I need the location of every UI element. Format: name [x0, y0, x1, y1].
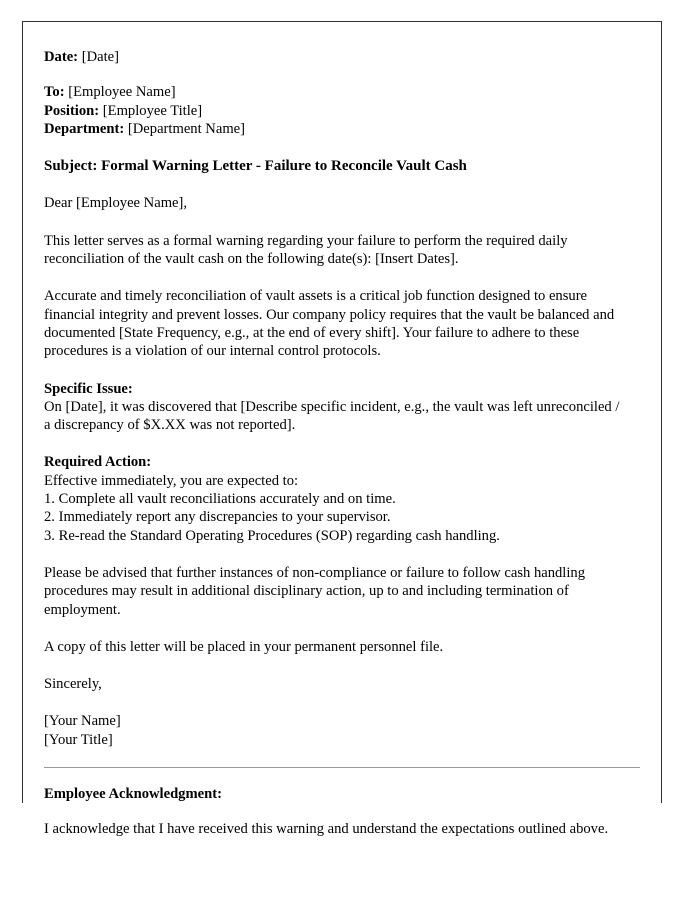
sender-name: [Your Name]	[44, 713, 121, 730]
to-value: [Employee Name]	[68, 84, 176, 101]
department-value: [Department Name]	[127, 120, 246, 137]
acknowledgment-heading: Employee Acknowledgment:	[44, 786, 222, 803]
spacer	[44, 803, 646, 820]
closing-paragraph-4: A copy of this letter will be placed in your permanent personnel file.	[44, 638, 444, 655]
specific-issue-text: On [Date], it was discovered that [Describe specific incident, e.g., the vault was left unreconciled / a discrepancy of $X.XX was not reported].	[44, 398, 620, 434]
letter-content	[23, 22, 661, 839]
spacer	[44, 138, 646, 157]
to-line	[44, 83, 646, 101]
position-line	[44, 102, 646, 120]
department-line	[44, 120, 646, 138]
spacer	[44, 434, 646, 453]
spacer	[44, 213, 646, 232]
spacer	[44, 693, 646, 712]
closing-paragraph-3: Please be advised that further instances of non-compliance or failure to follow cash handling procedures may result in additional disciplinary action, up to and including termination of employment.	[44, 564, 586, 618]
spacer	[44, 619, 646, 638]
acknowledgment-text: I acknowledge that I have received this warning and understand the expectations outlined above.	[44, 821, 609, 838]
subject-line: Subject: Formal Warning Letter - Failure to Reconcile Vault Cash	[44, 158, 467, 175]
date-line	[44, 48, 646, 66]
required-action-intro: Effective immediately, you are expected to:	[44, 472, 299, 489]
sign-off: Sincerely,	[44, 676, 102, 693]
to-label: To:	[44, 84, 65, 101]
letter-page	[22, 21, 662, 838]
date-label: Date:	[44, 49, 79, 65]
position-label: Position:	[44, 102, 100, 119]
list-item: 3. Re-read the Standard Operating Procedures (SOP) regarding cash handling.	[44, 527, 500, 544]
list-item: 1. Complete all vault reconciliations accurately and on time.	[44, 491, 396, 508]
spacer	[44, 268, 646, 287]
position-value: [Employee Title]	[102, 102, 203, 119]
sender-title: [Your Title]	[44, 731, 113, 748]
department-label: Department:	[44, 120, 125, 137]
required-action-heading: Required Action:	[44, 454, 152, 471]
spacer	[44, 545, 646, 564]
salutation: Dear [Employee Name],	[44, 195, 188, 212]
body-paragraph-2: Accurate and timely reconciliation of vault assets is a critical job function designed to ensure financial integrity and prevent losses. Our company policy requires that the vault be balanced and documented [State Frequency, e.g., at the end of every shift]. Your failure to adhere to these procedures is a violation of our internal control protocols.	[44, 288, 615, 360]
spacer	[44, 361, 646, 380]
list-item: 2. Immediately report any discrepancies to your supervisor.	[44, 509, 391, 526]
date-value: [Date]	[81, 49, 119, 65]
specific-issue-heading: Specific Issue:	[44, 380, 133, 397]
spacer	[44, 656, 646, 675]
body-paragraph-1: This letter serves as a formal warning regarding your failure to perform the required daily reconciliation of the vault cash on the following date(s): [Insert Dates].	[44, 232, 568, 268]
spacer	[44, 175, 646, 194]
spacer	[44, 66, 646, 83]
spacer	[44, 768, 646, 785]
